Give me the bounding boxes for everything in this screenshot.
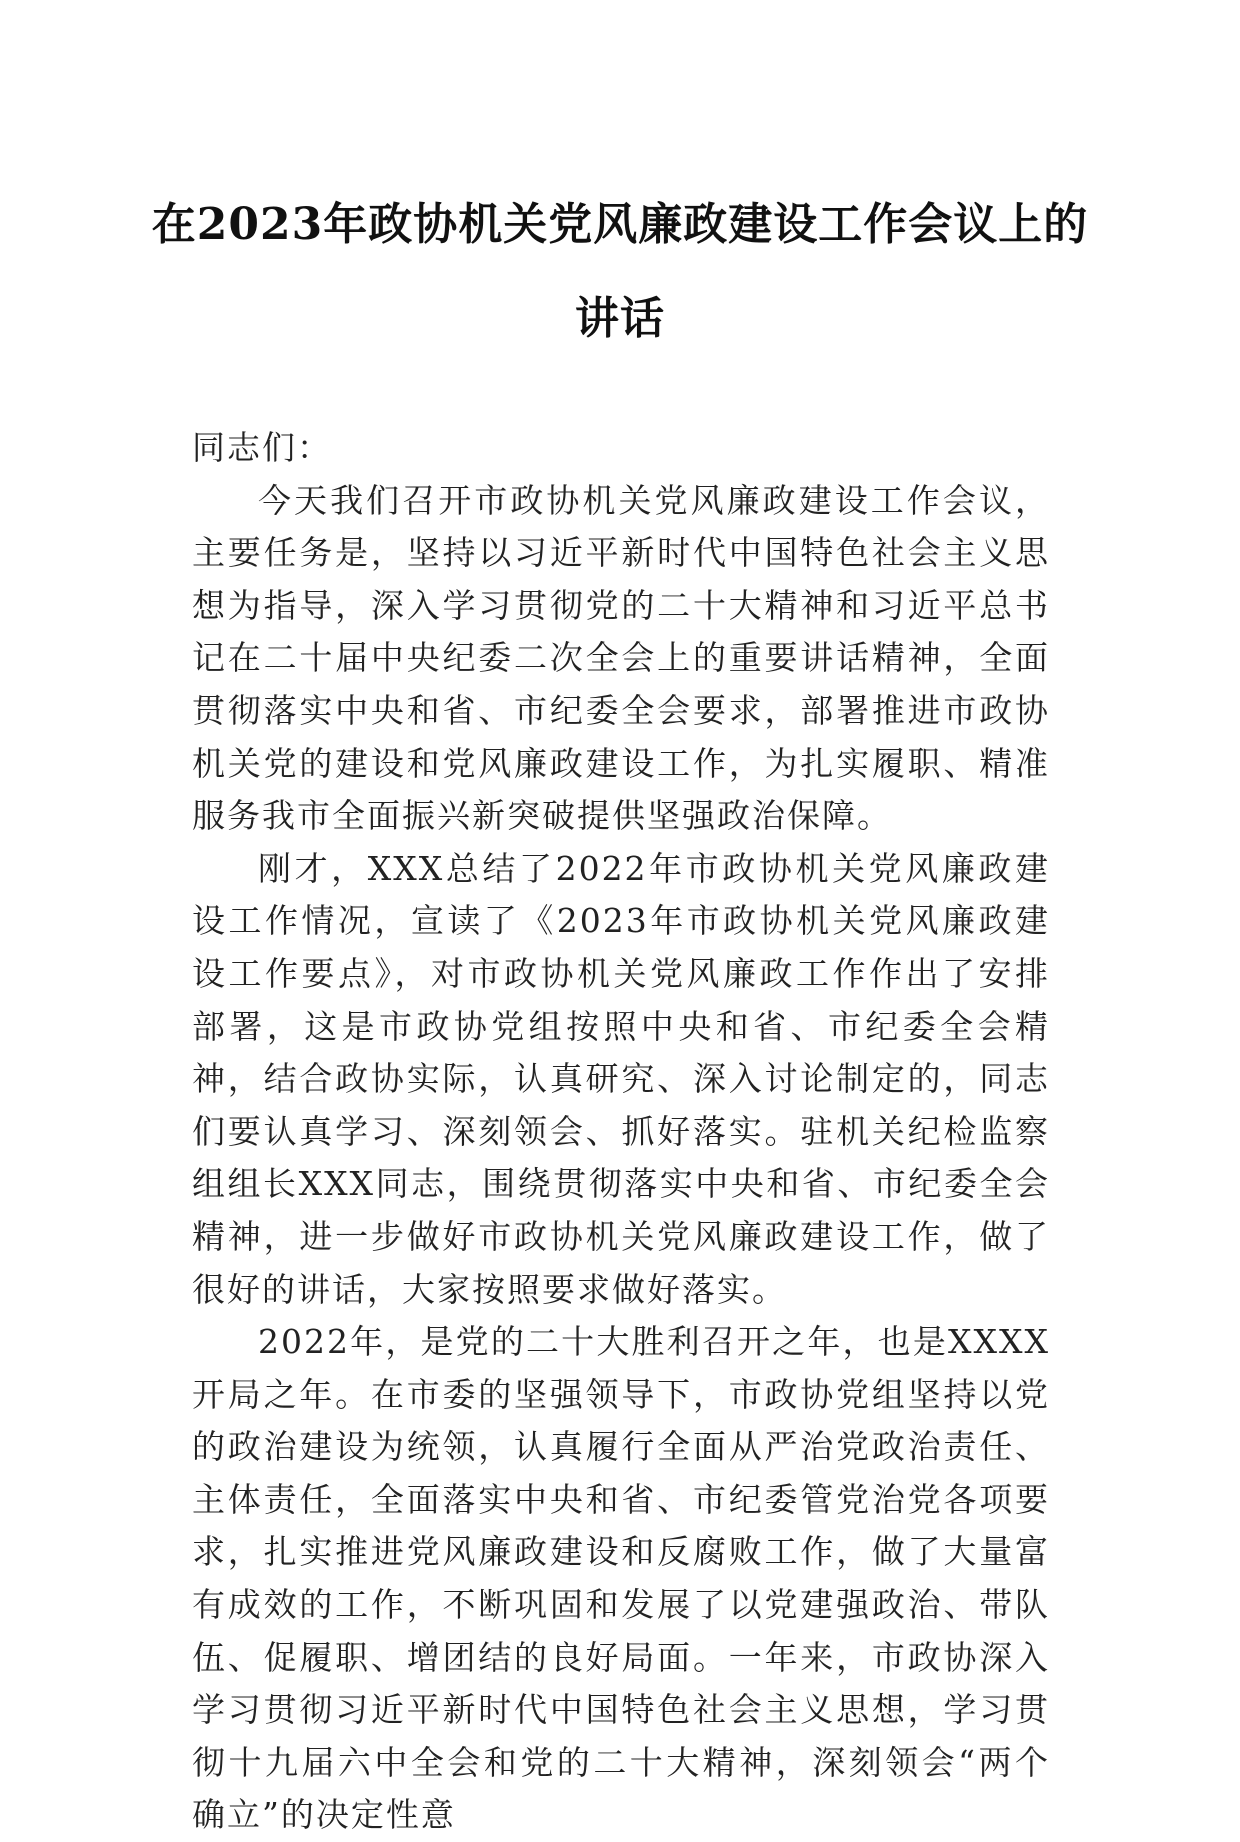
paragraph-2: 刚才，XXX总结了2022年市政协机关党风廉政建设工作情况，宣读了《2023年市政协机关党风廉政建设工作要点》，对市政协机关党风廉政工作作出了安排部署，这是市政协党组按照中央和省、市纪委全会精神，结合政协实际，认真研究、深入讨论制定的，同志们要认真学习、深刻领会、抓好落实。驻机关纪检监察组组长XXX同志，围绕贯彻落实中央和省、市纪委全会精神，进一步做好市政协机关党风廉政建设工作，做了很好的讲话，大家按照要求做好落实。 <box>192 848 1050 1309</box>
document-title: 在2023年政协机关党风廉政建设工作会议上的讲话 <box>151 199 1089 344</box>
document-body <box>192 422 1050 1842</box>
salutation: 同志们： <box>192 428 332 467</box>
paragraph-1: 今天我们召开市政协机关党风廉政建设工作会议，主要任务是，坚持以习近平新时代中国特色社会主义思想为指导，深入学习贯彻党的二十大精神和习近平总书记在二十届中央纪委二次全会上的重要讲话精神，全面贯彻落实中央和省、市纪委全会要求，部署推进市政协机关党的建设和党风廉政建设工作，为扎实履职、精准服务我市全面振兴新突破提供坚强政治保障。 <box>192 480 1050 836</box>
paragraph-3: 2022年，是党的二十大胜利召开之年，也是XXXX开局之年。在市委的坚强领导下，市政协党组坚持以党的政治建设为统领，认真履行全面从严治党政治责任、主体责任，全面落实中央和省、市纪委管党治党各项要求，扎实推进党风廉政建设和反腐败工作，做了大量富有成效的工作，不断巩固和发展了以党建强政治、带队伍、促履职、增团结的良好局面。一年来，市政协深入学习贯彻习近平新时代中国特色社会主义思想，学习贯彻十九届六中全会和党的二十大精神，深刻领会“两个确立”的决定性意 <box>192 1322 1050 1835</box>
